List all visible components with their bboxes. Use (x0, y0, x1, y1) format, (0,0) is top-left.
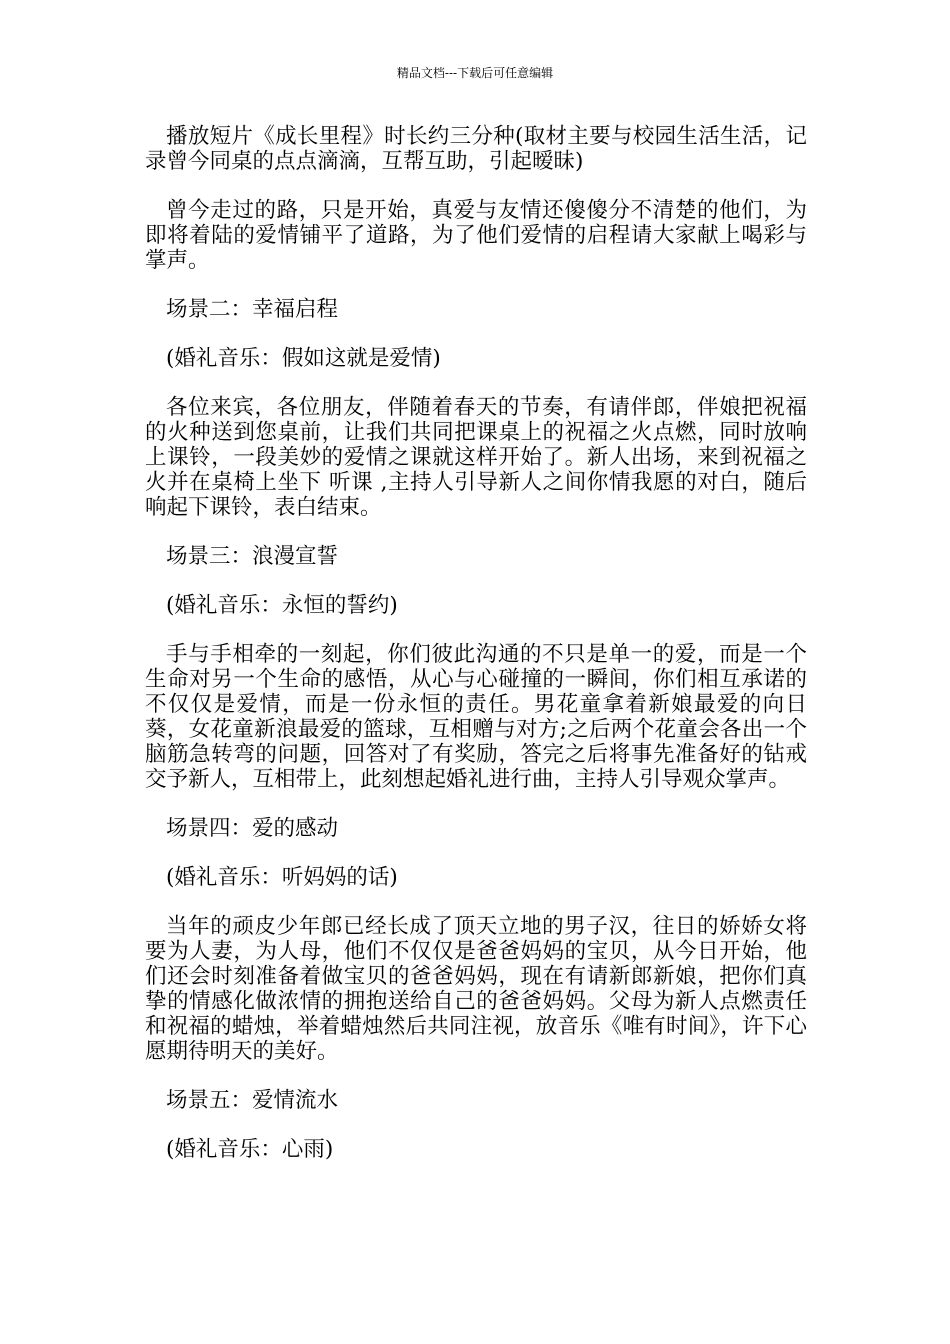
scene-four-music: (婚礼音乐：听妈妈的话) (166, 865, 398, 890)
scene-five-heading: 场景五：爱情流水 (166, 1088, 339, 1113)
scene-two-music: (婚礼音乐：假如这就是爱情) (166, 346, 441, 371)
scene-three-music: (婚礼音乐：永恒的誓约) (166, 593, 398, 618)
page-header: 精品文档---下载后可任意编辑 (396, 66, 554, 80)
scene-four-heading: 场景四：爱的感动 (166, 816, 339, 841)
paragraph-intro-video: 播放短片《成长里程》时长约三分种(取材主要与校园生活生活，记录曾今同桌的点点滴滴，互帮互助，引起暧昧) (145, 124, 807, 174)
paragraph-scene-three-body: 手与手相牵的一刻起，你们彼此沟通的不只是单一的爱，而是一个生命对另一个生命的感悟，从心与心碰撞的一瞬间，你们相互承诺的不仅仅是爱情，而是一份永恒的责任。男花童拿着新娘最爱的向日葵，女花童新浪最爱的篮球，互相赠与对方;之后两个花童会各出一个脑筋急转弯的问题，回答对了有奖励，答完之后将事先准备好的钻戒交予新人，互相带上，此刻想起婚礼进行曲，主持人引导观众掌声。 (145, 642, 807, 792)
scene-five-music: (婚礼音乐：心雨) (166, 1137, 334, 1162)
scene-two-heading: 场景二：幸福启程 (166, 297, 339, 322)
paragraph-scene-four-body: 当年的顽皮少年郎已经长成了顶天立地的男子汉，往日的娇娇女将要为人妻，为人母，他们不仅仅是爸爸妈妈的宝贝，从今日开始，他们还会时刻准备着做宝贝的爸爸妈妈，现在有请新郎新娘，把你们真挚的情感化做浓情的拥抱送给自己的爸爸妈妈。父母为新人点燃责任和祝福的蜡烛，举着蜡烛然后共同注视，放音乐《唯有时间》，许下心愿期待明天的美好。 (145, 914, 807, 1064)
paragraph-scene-two-body: 各位来宾，各位朋友，伴随着春天的节奏，有请伴郎，伴娘把祝福的火种送到您桌前，让我们共同把课桌上的祝福之火点燃，同时放响上课铃，一段美妙的爱情之课就这样开始了。新人出场，来到祝福之火并在桌椅上坐下 听课 ,主持人引导新人之间你情我愿的对白，随后响起下课铃，表白结束。 (145, 395, 807, 520)
scene-three-heading: 场景三：浪漫宣誓 (166, 544, 339, 569)
document-body (145, 124, 807, 1186)
paragraph-road-traveled: 曾今走过的路，只是开始，真爱与友情还傻傻分不清楚的他们，为即将着陆的爱情铺平了道路，为了他们爱情的启程请大家献上喝彩与掌声。 (145, 198, 807, 273)
